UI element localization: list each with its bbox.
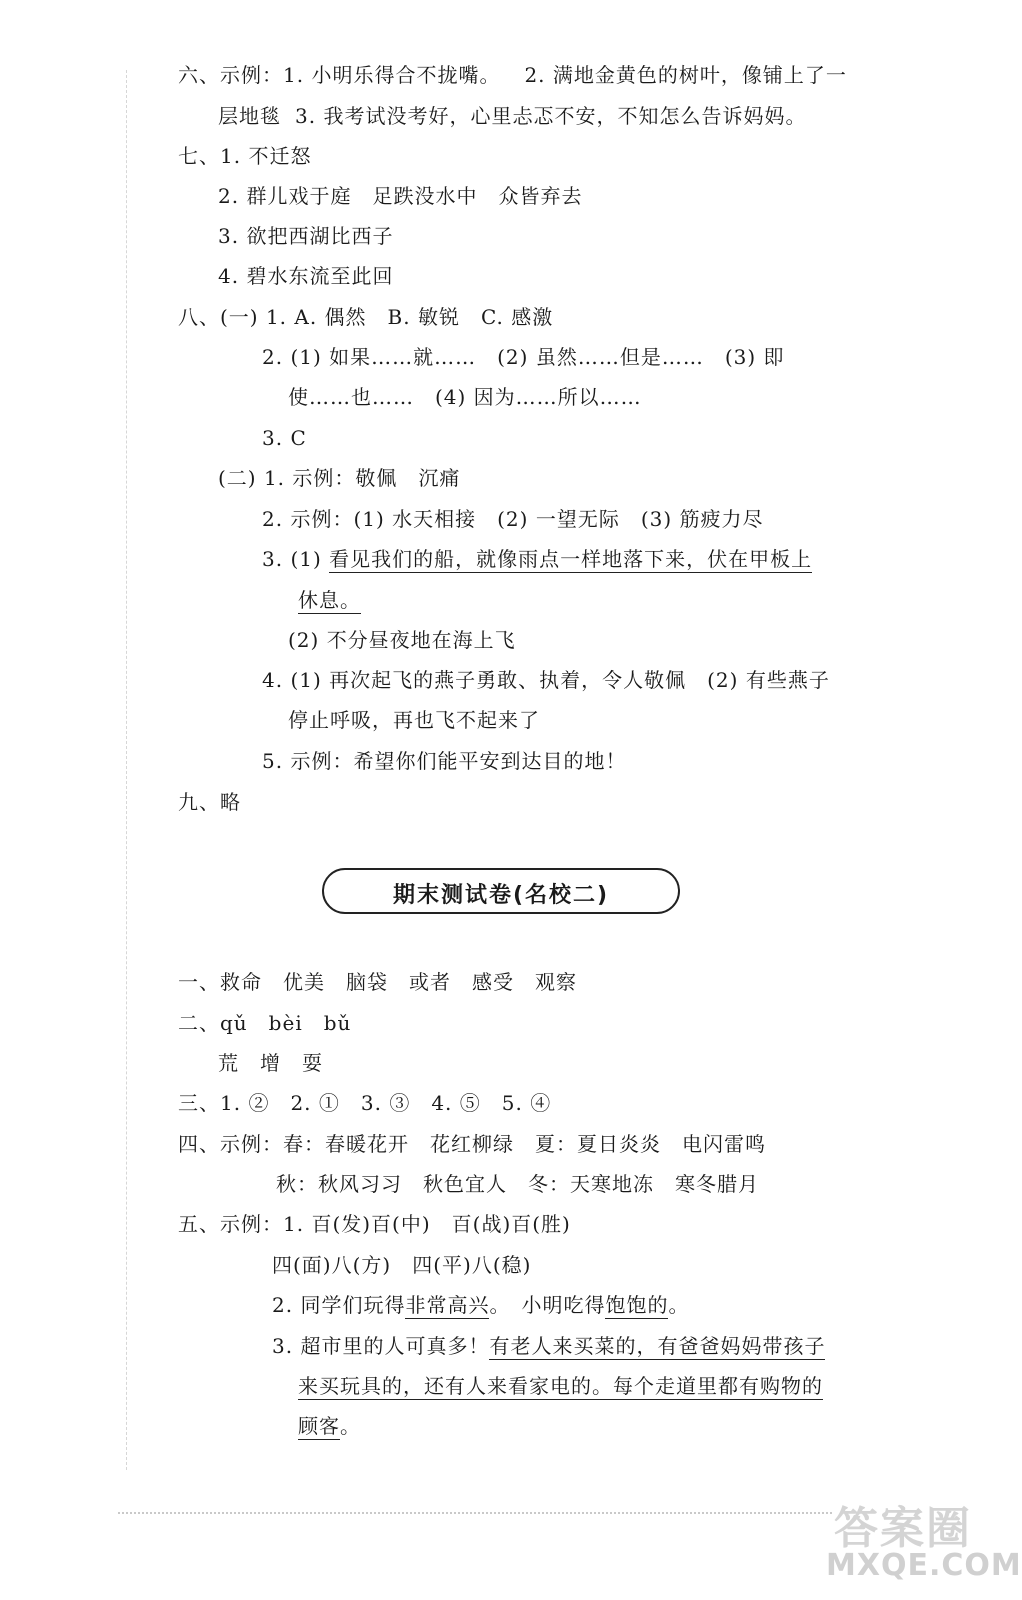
underlined-answer: 有老人来买菜的，有爸爸妈妈带孩子 bbox=[489, 1334, 826, 1358]
section-title-box bbox=[322, 868, 680, 914]
binding-margin-line bbox=[126, 70, 127, 1470]
underlined-answer: 非常高兴 bbox=[405, 1293, 490, 1317]
p2-answer-1: 一、救命 优美 脑袋 或者 感受 观察 bbox=[178, 970, 577, 994]
answer-8-2-line-2: 2. 示例：(1) 水天相接 (2) 一望无际 (3) 筋疲力尽 bbox=[262, 507, 764, 531]
p2-answer-5-line-2: 四(面)八(方) 四(平)八(稳) bbox=[272, 1253, 532, 1277]
p2-answer-4-line-1: 四、示例：春：春暖花开 花红柳绿 夏：夏日炎炎 电闪雷鸣 bbox=[178, 1132, 766, 1156]
text: 。 bbox=[668, 1293, 690, 1317]
answer-8-1-line-1: 八、(一) 1. A. 偶然 B. 敏锐 C. 感激 bbox=[178, 305, 554, 329]
answer-8-1-line-3: 使……也…… (4) 因为……所以…… bbox=[288, 385, 642, 409]
p2-answer-2-pinyin: 二、qǔ bèi bǔ bbox=[178, 1011, 352, 1035]
p2-answer-5-line-3 bbox=[272, 1292, 689, 1318]
answer-8-2-line-7: 停止呼吸，再也飞不起来了 bbox=[288, 708, 540, 732]
underlined-answer: 饱饱的 bbox=[605, 1293, 669, 1317]
answer-8-2-line-6: 4. (1) 再次起飞的燕子勇敢、执着，令人敬佩 (2) 有些燕子 bbox=[262, 668, 830, 692]
p2-answer-4-line-2: 秋：秋风习习 秋色宜人 冬：天寒地冻 寒冬腊月 bbox=[276, 1172, 759, 1196]
p2-answer-5-line-5 bbox=[298, 1373, 823, 1399]
underlined-answer: 每个走道里都有购物的 bbox=[613, 1374, 823, 1398]
text: 2. 同学们玩得 bbox=[272, 1293, 406, 1317]
underlined-answer: 看见我们的船，就像雨点一样地落下来，伏在甲板上 bbox=[329, 547, 813, 571]
underlined-answer: 休息。 bbox=[298, 588, 361, 612]
answer-7-line-4: 4. 碧水东流至此回 bbox=[218, 264, 394, 288]
p2-answer-2-chars: 荒 增 耍 bbox=[218, 1051, 323, 1075]
answer-6-part-3: 层地毯 bbox=[218, 104, 281, 128]
answer-6-part-1: 六、示例：1. 小明乐得合不拢嘴。 bbox=[178, 63, 501, 87]
answer-8-2-line-1: (二) 1. 示例：敬佩 沉痛 bbox=[218, 466, 461, 490]
answer-6-line-2 bbox=[218, 103, 806, 129]
sub-label: 3. (1) bbox=[262, 547, 322, 571]
answer-8-2-line-4 bbox=[298, 587, 361, 613]
answer-7-line-1: 七、1. 不迁怒 bbox=[178, 144, 312, 168]
answer-7-line-2: 2. 群儿戏于庭 足跌没水中 众皆弃去 bbox=[218, 184, 583, 208]
underlined-answer: 来买玩具的，还有人来看家电的。 bbox=[298, 1374, 613, 1398]
p2-answer-5-line-4 bbox=[272, 1333, 825, 1359]
p2-answer-5-line-6 bbox=[298, 1413, 361, 1439]
underlined-answer: 顾客 bbox=[298, 1414, 340, 1438]
answer-6-part-4: 3. 我考试没考好，心里忐忑不安，不知怎么告诉妈妈。 bbox=[295, 104, 807, 128]
answer-8-2-line-8: 5. 示例：希望你们能平安到达目的地！ bbox=[262, 749, 627, 773]
answer-6-line-1 bbox=[178, 62, 847, 88]
watermark-text-en: MXQE.COM bbox=[826, 1548, 1022, 1583]
text: 。 小明吃得 bbox=[489, 1293, 606, 1317]
answer-8-1-line-2: 2. (1) 如果……就…… (2) 虽然……但是…… (3) 即 bbox=[262, 345, 785, 369]
p2-answer-5-line-1: 五、示例：1. 百(发)百(中) 百(战)百(胜) bbox=[178, 1212, 571, 1236]
answer-8-1-line-4: 3. C bbox=[262, 426, 307, 450]
watermark-logo bbox=[820, 1490, 1022, 1594]
answer-6-part-2: 2. 满地金黄色的树叶，像铺上了一 bbox=[524, 63, 847, 87]
text: 3. 超市里的人可真多！ bbox=[272, 1334, 490, 1358]
answer-8-2-line-3 bbox=[262, 546, 812, 572]
watermark-text-cn: 答案圈 bbox=[834, 1503, 972, 1554]
text: 。 bbox=[340, 1414, 361, 1438]
bottom-dotted-rule bbox=[118, 1512, 832, 1514]
section-title: 期末测试卷(名校二) bbox=[392, 883, 610, 908]
answer-7-line-3: 3. 欲把西湖比西子 bbox=[218, 224, 394, 248]
answer-9-line: 九、略 bbox=[178, 790, 241, 814]
p2-answer-3: 三、1. ② 2. ① 3. ③ 4. ⑤ 5. ④ bbox=[178, 1091, 552, 1115]
answer-8-2-line-5: (2) 不分昼夜地在海上飞 bbox=[288, 628, 516, 652]
